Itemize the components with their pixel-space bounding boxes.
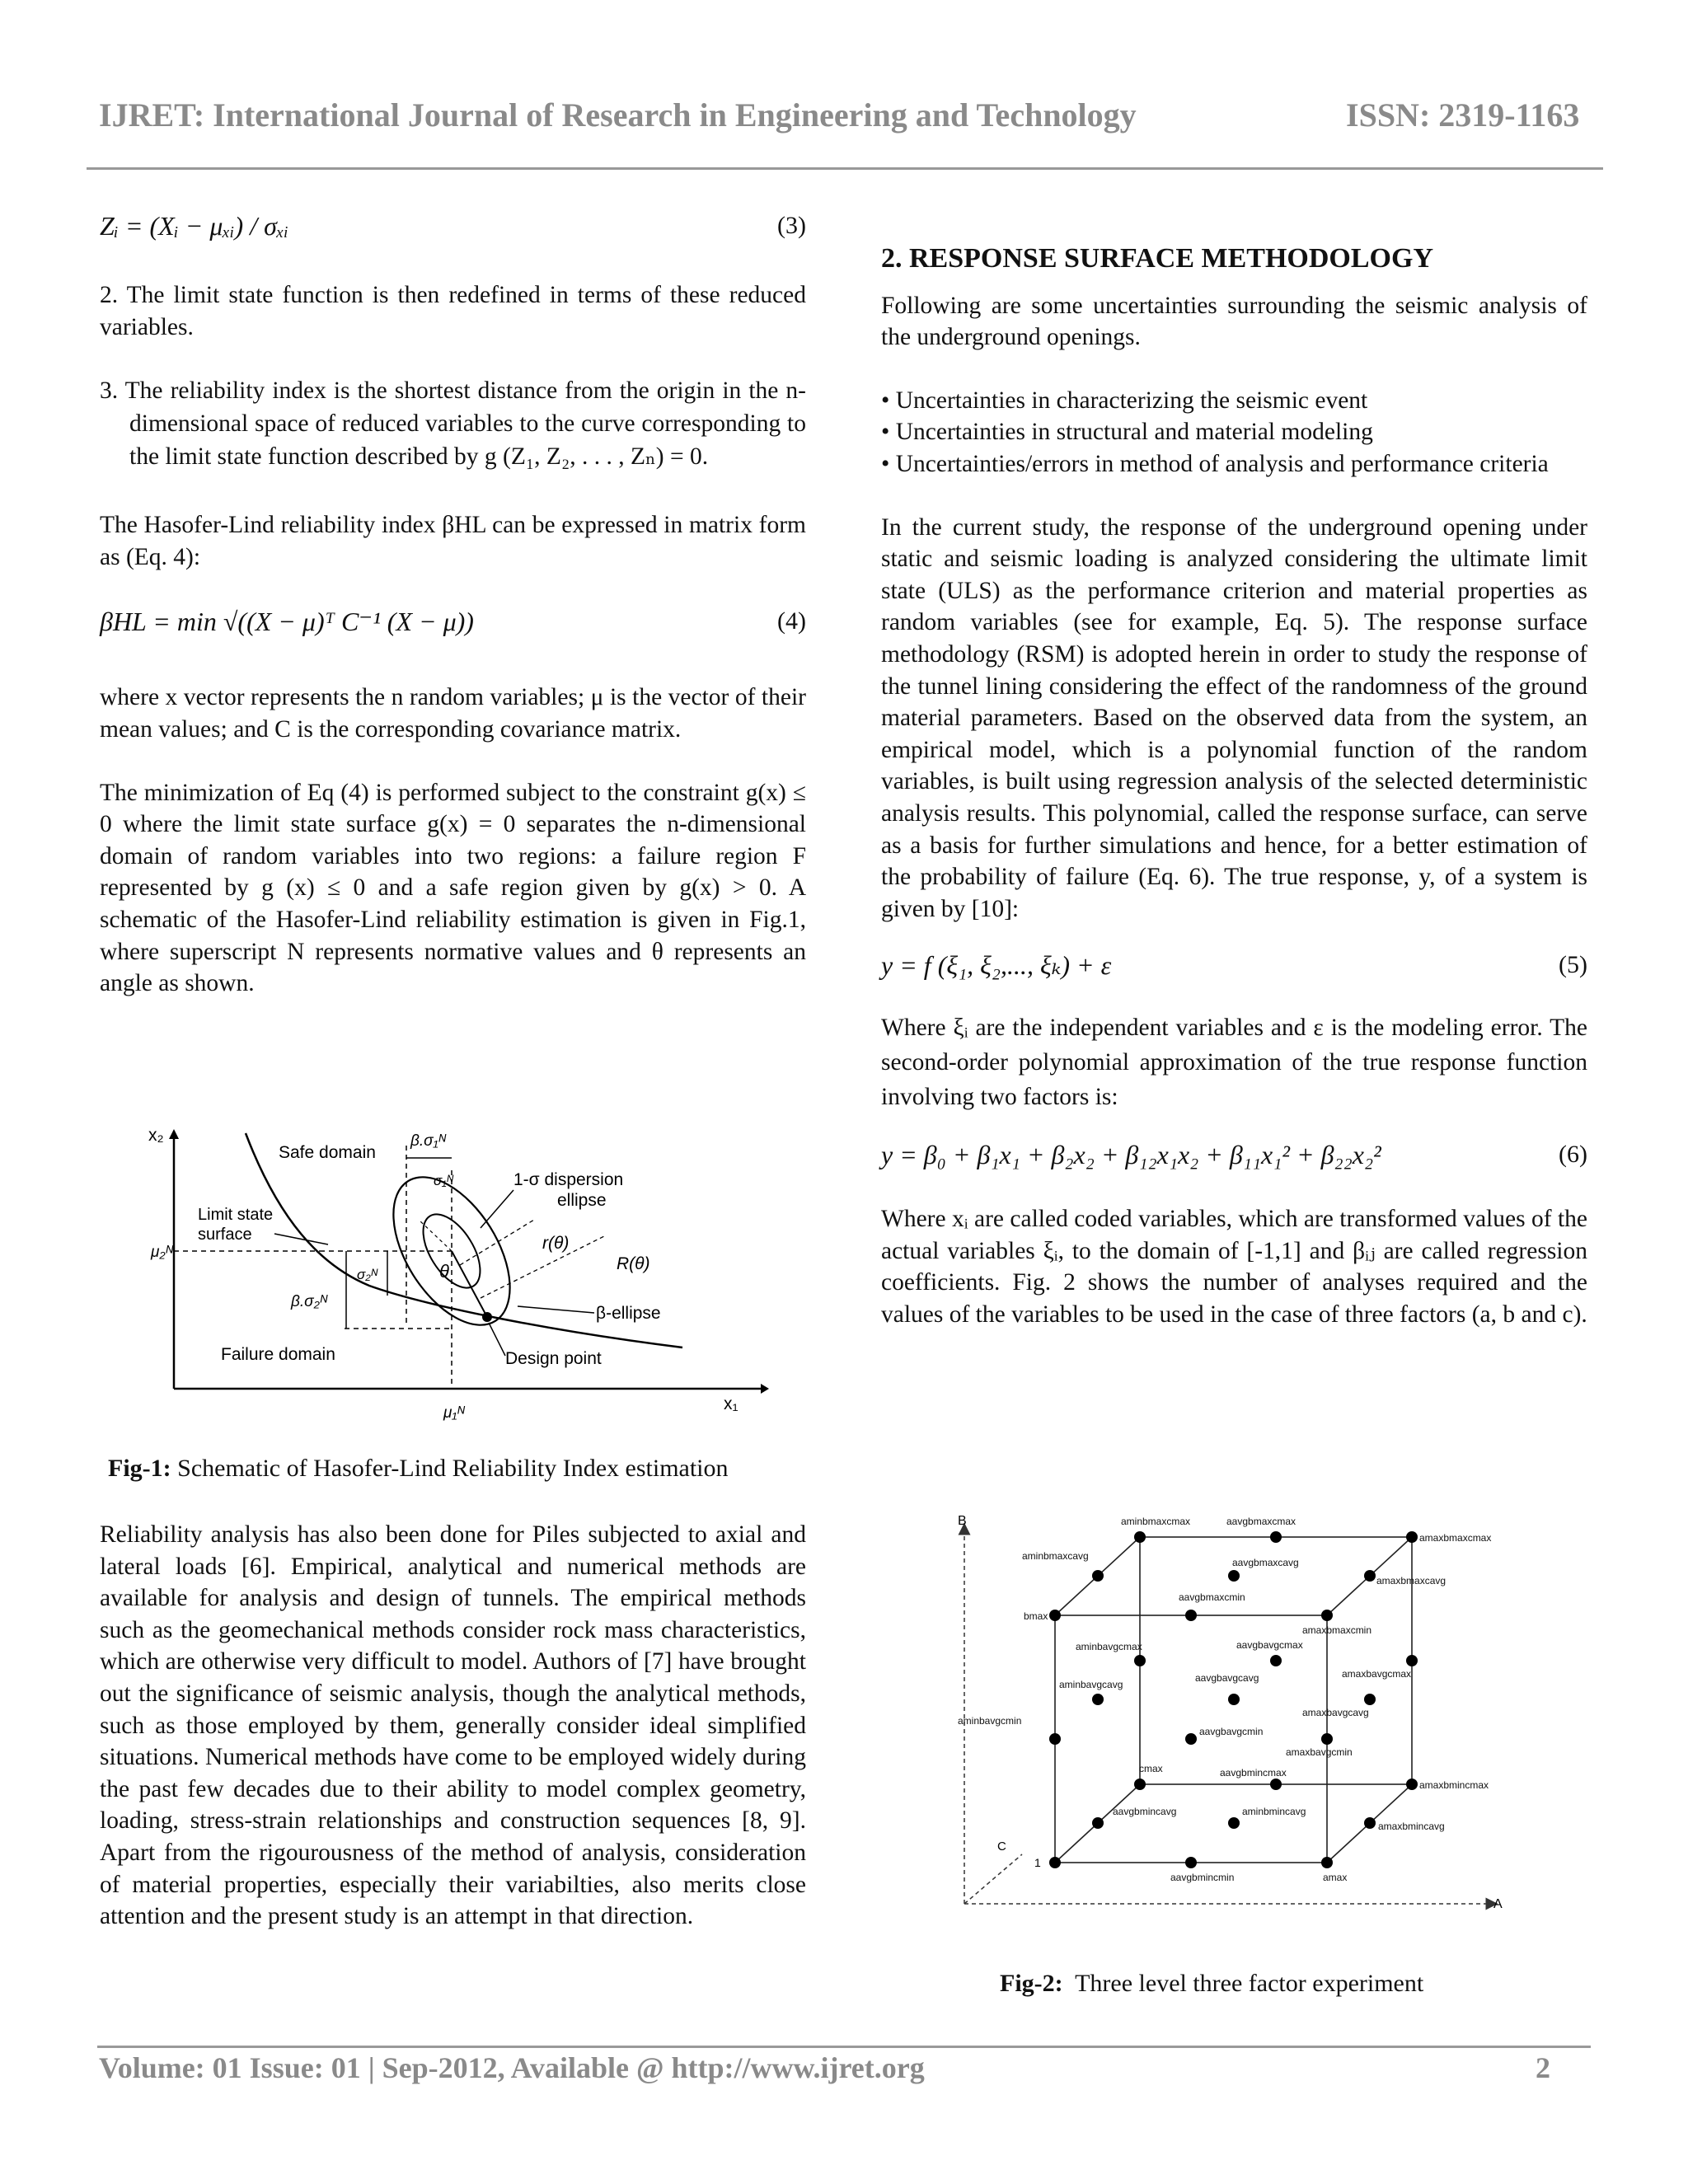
beta-vector xyxy=(452,1251,487,1317)
figure-1-caption-label: Fig-1: xyxy=(108,1455,171,1482)
r-theta-label: r(θ) xyxy=(542,1234,570,1253)
label-aavgbmincmin: aavgbmincmin xyxy=(1170,1872,1235,1883)
label-amaxbavgcavg: amaxbavgcavg xyxy=(1302,1707,1369,1718)
point-aavgbmincmax xyxy=(1270,1779,1282,1790)
label-aavgbavgcmin: aavgbavgcmin xyxy=(1199,1726,1264,1737)
label-cmax: cmax xyxy=(1139,1763,1163,1774)
left-column-lower xyxy=(100,1519,806,1933)
label-aavgbavgcmax: aavgbavgcmax xyxy=(1236,1639,1303,1651)
label-aavgbmaxcmax: aavgbmaxcmax xyxy=(1226,1516,1296,1527)
axis-A-label: A xyxy=(1493,1897,1503,1911)
figure-1-caption-text: Schematic of Hasofer-Lind Reliability Index estimation xyxy=(171,1455,729,1482)
label-aavgbmaxcmin: aavgbmaxcmin xyxy=(1179,1591,1245,1603)
limit-state-label-2: surface xyxy=(198,1226,252,1244)
current-study-paragraph: In the current study, the response of the underground opening under static and seismic loading is analyzed considering the ultimate limit state (ULS) as the performance criterion and material properties as random variables (see for example, Eq. 5). The response surface methodology (RSM) is adopted herein in order to study the response of the tunnel lining considering the effect of the randomness of the ground material parameters. Based on the observed data from the system, an empirical model, which is a polynomial function of the random variables, is built using regression analysis of the selected deterministic analysis results. This polynomial, called the response surface, can serve as a basis for further simulations and hence, for a better estimation of the probability of failure (Eq. 6). The true response, y, of a system is given by [10]: xyxy=(881,513,1587,922)
label-aavgbmincavg: aminbmincavg xyxy=(1242,1806,1306,1817)
dispersion-pointer xyxy=(481,1190,513,1228)
figure-2-caption xyxy=(1000,1970,1423,1998)
equation-6 xyxy=(881,1139,1587,1185)
right-column xyxy=(881,243,1587,1331)
bullet-3: • Uncertainties/errors in method of analysis and performance criteria xyxy=(881,450,1549,477)
point-amaxbavgcavg xyxy=(1364,1694,1376,1705)
origin-one-label: 1 xyxy=(1034,1856,1041,1869)
figure-1-caption xyxy=(108,1455,729,1483)
point-amaxbmaxcmin xyxy=(1321,1610,1333,1621)
label-amaxbavgcmax: amaxbavgcmax xyxy=(1342,1668,1412,1680)
failure-domain-label: Failure domain xyxy=(221,1345,335,1364)
equation-4-number: (4) xyxy=(777,607,806,635)
x1-label: x₁ xyxy=(724,1394,738,1413)
label-aavgbmaxcavg: aavgbmaxcavg xyxy=(1232,1557,1299,1568)
equation-5-number: (5) xyxy=(1559,951,1587,979)
figure-2-three-level-experiment xyxy=(948,1508,1508,1929)
bullet-1: • Uncertainties in characterizing the seismic event xyxy=(881,387,1368,414)
equation-4 xyxy=(100,606,806,655)
label-amaxbmaxcmin: amaxbmaxcmin xyxy=(1302,1624,1372,1636)
figure-2-caption-text: Three level three factor experiment xyxy=(1062,1970,1424,1997)
point-aavgbavgcavg xyxy=(1228,1694,1240,1705)
label-aavgbavgcavg: aavgbavgcavg xyxy=(1195,1672,1259,1684)
intro-paragraph: Following are some uncertainties surrounding the seismic analysis of the underground openings. xyxy=(881,292,1587,351)
point-aavgbmincavg xyxy=(1228,1817,1240,1829)
label-aminbavgcmin: aminbavgcmin xyxy=(958,1715,1022,1727)
point-amaxbavgcmax xyxy=(1406,1655,1418,1666)
equation-3-number: (3) xyxy=(777,212,806,239)
label-amaxbmincmax: amaxbmincmax xyxy=(1419,1779,1489,1791)
design-point-pointer xyxy=(489,1323,505,1356)
point-aminbmaxcavg xyxy=(1092,1570,1104,1582)
equation-4-expr: βHL = min √((X − μ)ᵀ C⁻¹ (X − μ)) xyxy=(100,607,474,637)
point-aminbmaxcmax xyxy=(1134,1531,1146,1543)
label-aminbmaxcmax: aminbmaxcmax xyxy=(1121,1516,1191,1527)
equation-5-expr: y = f (ξ₁, ξ₂,..., ξₖ) + ε xyxy=(881,950,1112,981)
point-aminbavgcmin xyxy=(1049,1733,1061,1745)
point-amax xyxy=(1321,1857,1333,1868)
sigma2-label: σ₂ᴺ xyxy=(357,1267,377,1282)
beta-sigma2-label: β.σ₂ᴺ xyxy=(291,1293,327,1310)
point-aavgbavgcmax xyxy=(1270,1655,1282,1666)
where-xi-paragraph: Where ξᵢ are the independent variables and ε is the modeling error. The second-order polynomial approximation of the true response function involving two factors is: xyxy=(881,1015,1587,1111)
point-amaxbavgcmin xyxy=(1321,1733,1333,1745)
design-point-marker xyxy=(482,1312,492,1322)
equation-3 xyxy=(100,210,806,256)
minimization-paragraph: The minimization of Eq (4) is performed subject to the constraint g(x) ≤ 0 where the limit state surface g(x) = 0 separates the n-dimensional domain of random variables into two regions: a failure region F represented by g (x) ≤ 0 and a safe region given by g(x) > 0. A schematic of the Hasofer-Lind reliability estimation is given in Fig.1, where superscript N represents normative values and θ represents an angle as shown. xyxy=(100,779,806,997)
label-aminbavgcmax: aminbavgcmax xyxy=(1076,1641,1142,1652)
header-divider xyxy=(87,167,1603,170)
left-column xyxy=(100,210,806,1000)
footer-divider xyxy=(97,2046,1591,2048)
point-origin xyxy=(1049,1857,1061,1868)
section-heading: 2. RESPONSE SURFACE METHODOLOGY xyxy=(881,243,1434,274)
mu1-label: μ₁ᴺ xyxy=(443,1404,465,1422)
hasofer-paragraph: The Hasofer-Lind reliability index βHL can be expressed in matrix form as (Eq. 4): xyxy=(100,512,806,570)
dispersion-label-1: 1-σ dispersion xyxy=(513,1170,624,1189)
point-aavgbmaxcmin xyxy=(1185,1610,1197,1621)
reliability-paragraph: Reliability analysis has also been done for Piles subjected to axial and lateral loads [6]. Empirical, analytical and numerical methods are available for analysis and design of tunnels. The empirical methods such as the geomechanical methods consider rock mass characteristics, which are otherwise very difficult to model. Authors of [7] have brought out the significance of seismic analysis, though the analytical methods, such as those employed by them, generally consider ideal simplified situations. Numerical methods have come to be employed widely during the past few decades due to their ability to model complex geometry, loading, stress-strain relationships and construction sequences [8, 9]. Apart from the rigourousness of the method of analysis, consideration of material properties, especially their variabilties, also merits close attention and the present study is an attempt in that direction. xyxy=(100,1521,806,1930)
label-bmax: bmax xyxy=(1024,1610,1048,1622)
issn: ISSN: 2319-1163 xyxy=(1346,96,1580,134)
equation-6-expr: y = β₀ + β₁x₁ + β₂x₂ + β₁₂x₁x₂ + β₁₁x₁² + β₂₂x₂² xyxy=(881,1140,1381,1170)
equation-3-expr: Zᵢ = (Xᵢ − μₓᵢ) / σₓᵢ xyxy=(100,211,289,241)
R-theta-label: R(θ) xyxy=(617,1254,650,1273)
dispersion-label-2: ellipse xyxy=(557,1191,607,1210)
equation-5 xyxy=(881,949,1587,996)
point-amaxbmincavg xyxy=(1364,1817,1376,1829)
point-amaxbmaxcavg xyxy=(1364,1570,1376,1582)
point-aavgbavgcmin xyxy=(1185,1733,1197,1745)
point-bmax xyxy=(1049,1610,1061,1621)
point-aavgbmaxcmax xyxy=(1270,1531,1282,1543)
label-amax: amax xyxy=(1323,1872,1348,1883)
bullet-2: • Uncertainties in structural and material modeling xyxy=(881,419,1373,446)
design-point-label: Design point xyxy=(505,1349,602,1368)
label-amaxbavgcmin: amaxbavgcmin xyxy=(1286,1746,1353,1758)
label-aminbavgcavg: aminbavgcavg xyxy=(1059,1679,1123,1690)
limit-state-label-1: Limit state xyxy=(198,1206,274,1224)
point-aminbavgcmax xyxy=(1134,1655,1146,1666)
figure-2-caption-label: Fig-2: xyxy=(1000,1970,1063,1997)
page-number: 2 xyxy=(1536,2051,1550,2084)
safe-domain-label: Safe domain xyxy=(279,1143,376,1162)
where-paragraph: where x vector represents the n random variables; μ is the vector of their mean values; and C is the corresponding covariance matrix. xyxy=(100,684,806,743)
x2-axis-arrow xyxy=(169,1129,179,1139)
sigma1-label: σ₁ᴺ xyxy=(434,1173,453,1188)
axis-C-label: C xyxy=(997,1840,1006,1854)
label-amaxbmincavg: amaxbmincavg xyxy=(1378,1821,1445,1832)
beta-ellipse-label: β-ellipse xyxy=(596,1304,661,1323)
point-cmax xyxy=(1134,1779,1146,1790)
theta-label: θ xyxy=(439,1261,449,1282)
beta-sigma1-label: β.σ₁ᴺ xyxy=(410,1132,446,1150)
axis-B-label: B xyxy=(958,1514,967,1528)
figure-1-hasofer-lind xyxy=(148,1121,769,1434)
x1-axis-arrow xyxy=(761,1384,769,1394)
item-3: 3. The reliability index is the shortest distance from the origin in the n-dimensional space of reduced variables to the curve corresponding to the limit state function described by g (Z₁, Z₂, . . . , Zₙ) = 0. xyxy=(100,377,806,471)
label-aavgbmincmax: aavgbmincmax xyxy=(1220,1767,1287,1779)
point-amaxbmaxcmax xyxy=(1406,1531,1418,1543)
label-aminbmaxcavg: aminbmaxcavg xyxy=(1022,1550,1089,1562)
x2-label: x₂ xyxy=(148,1126,164,1145)
equation-6-number: (6) xyxy=(1559,1141,1587,1169)
coded-variables-paragraph: Where xᵢ are called coded variables, which are transformed values of the actual variables ξᵢ, to the domain of [-1,1] and βᵢⱼ are called regression coefficients. Fig. 2 shows the number of analyses required and the values of the variables to be used in the case of three factors (a, b and c). xyxy=(881,1206,1587,1329)
label-amaxbmaxcavg: amaxbmaxcavg xyxy=(1376,1575,1447,1586)
mu2-label: μ₂ᴺ xyxy=(151,1244,173,1261)
axis-C xyxy=(964,1854,1022,1904)
footer-volume: Volume: 01 Issue: 01 | Sep-2012, Available @ http://www.ijret.org xyxy=(99,2051,925,2084)
point-aavgbmincmin xyxy=(1185,1857,1197,1868)
point-aavgbmaxcavg xyxy=(1228,1570,1240,1582)
point-amaxbmincmax xyxy=(1406,1779,1418,1790)
label-aminbmincavg: aavgbmincavg xyxy=(1113,1806,1177,1817)
item-2: 2. The limit state function is then redefined in terms of these reduced variables. xyxy=(100,282,806,340)
beta-ellipse-pointer xyxy=(518,1306,594,1313)
point-aminbavgcavg xyxy=(1092,1694,1104,1705)
point-aminbmincavg xyxy=(1092,1817,1104,1829)
journal-title: IJRET: International Journal of Research in Engineering and Technology xyxy=(99,96,1137,134)
label-amaxbmaxcmax: amaxbmaxcmax xyxy=(1419,1532,1492,1544)
